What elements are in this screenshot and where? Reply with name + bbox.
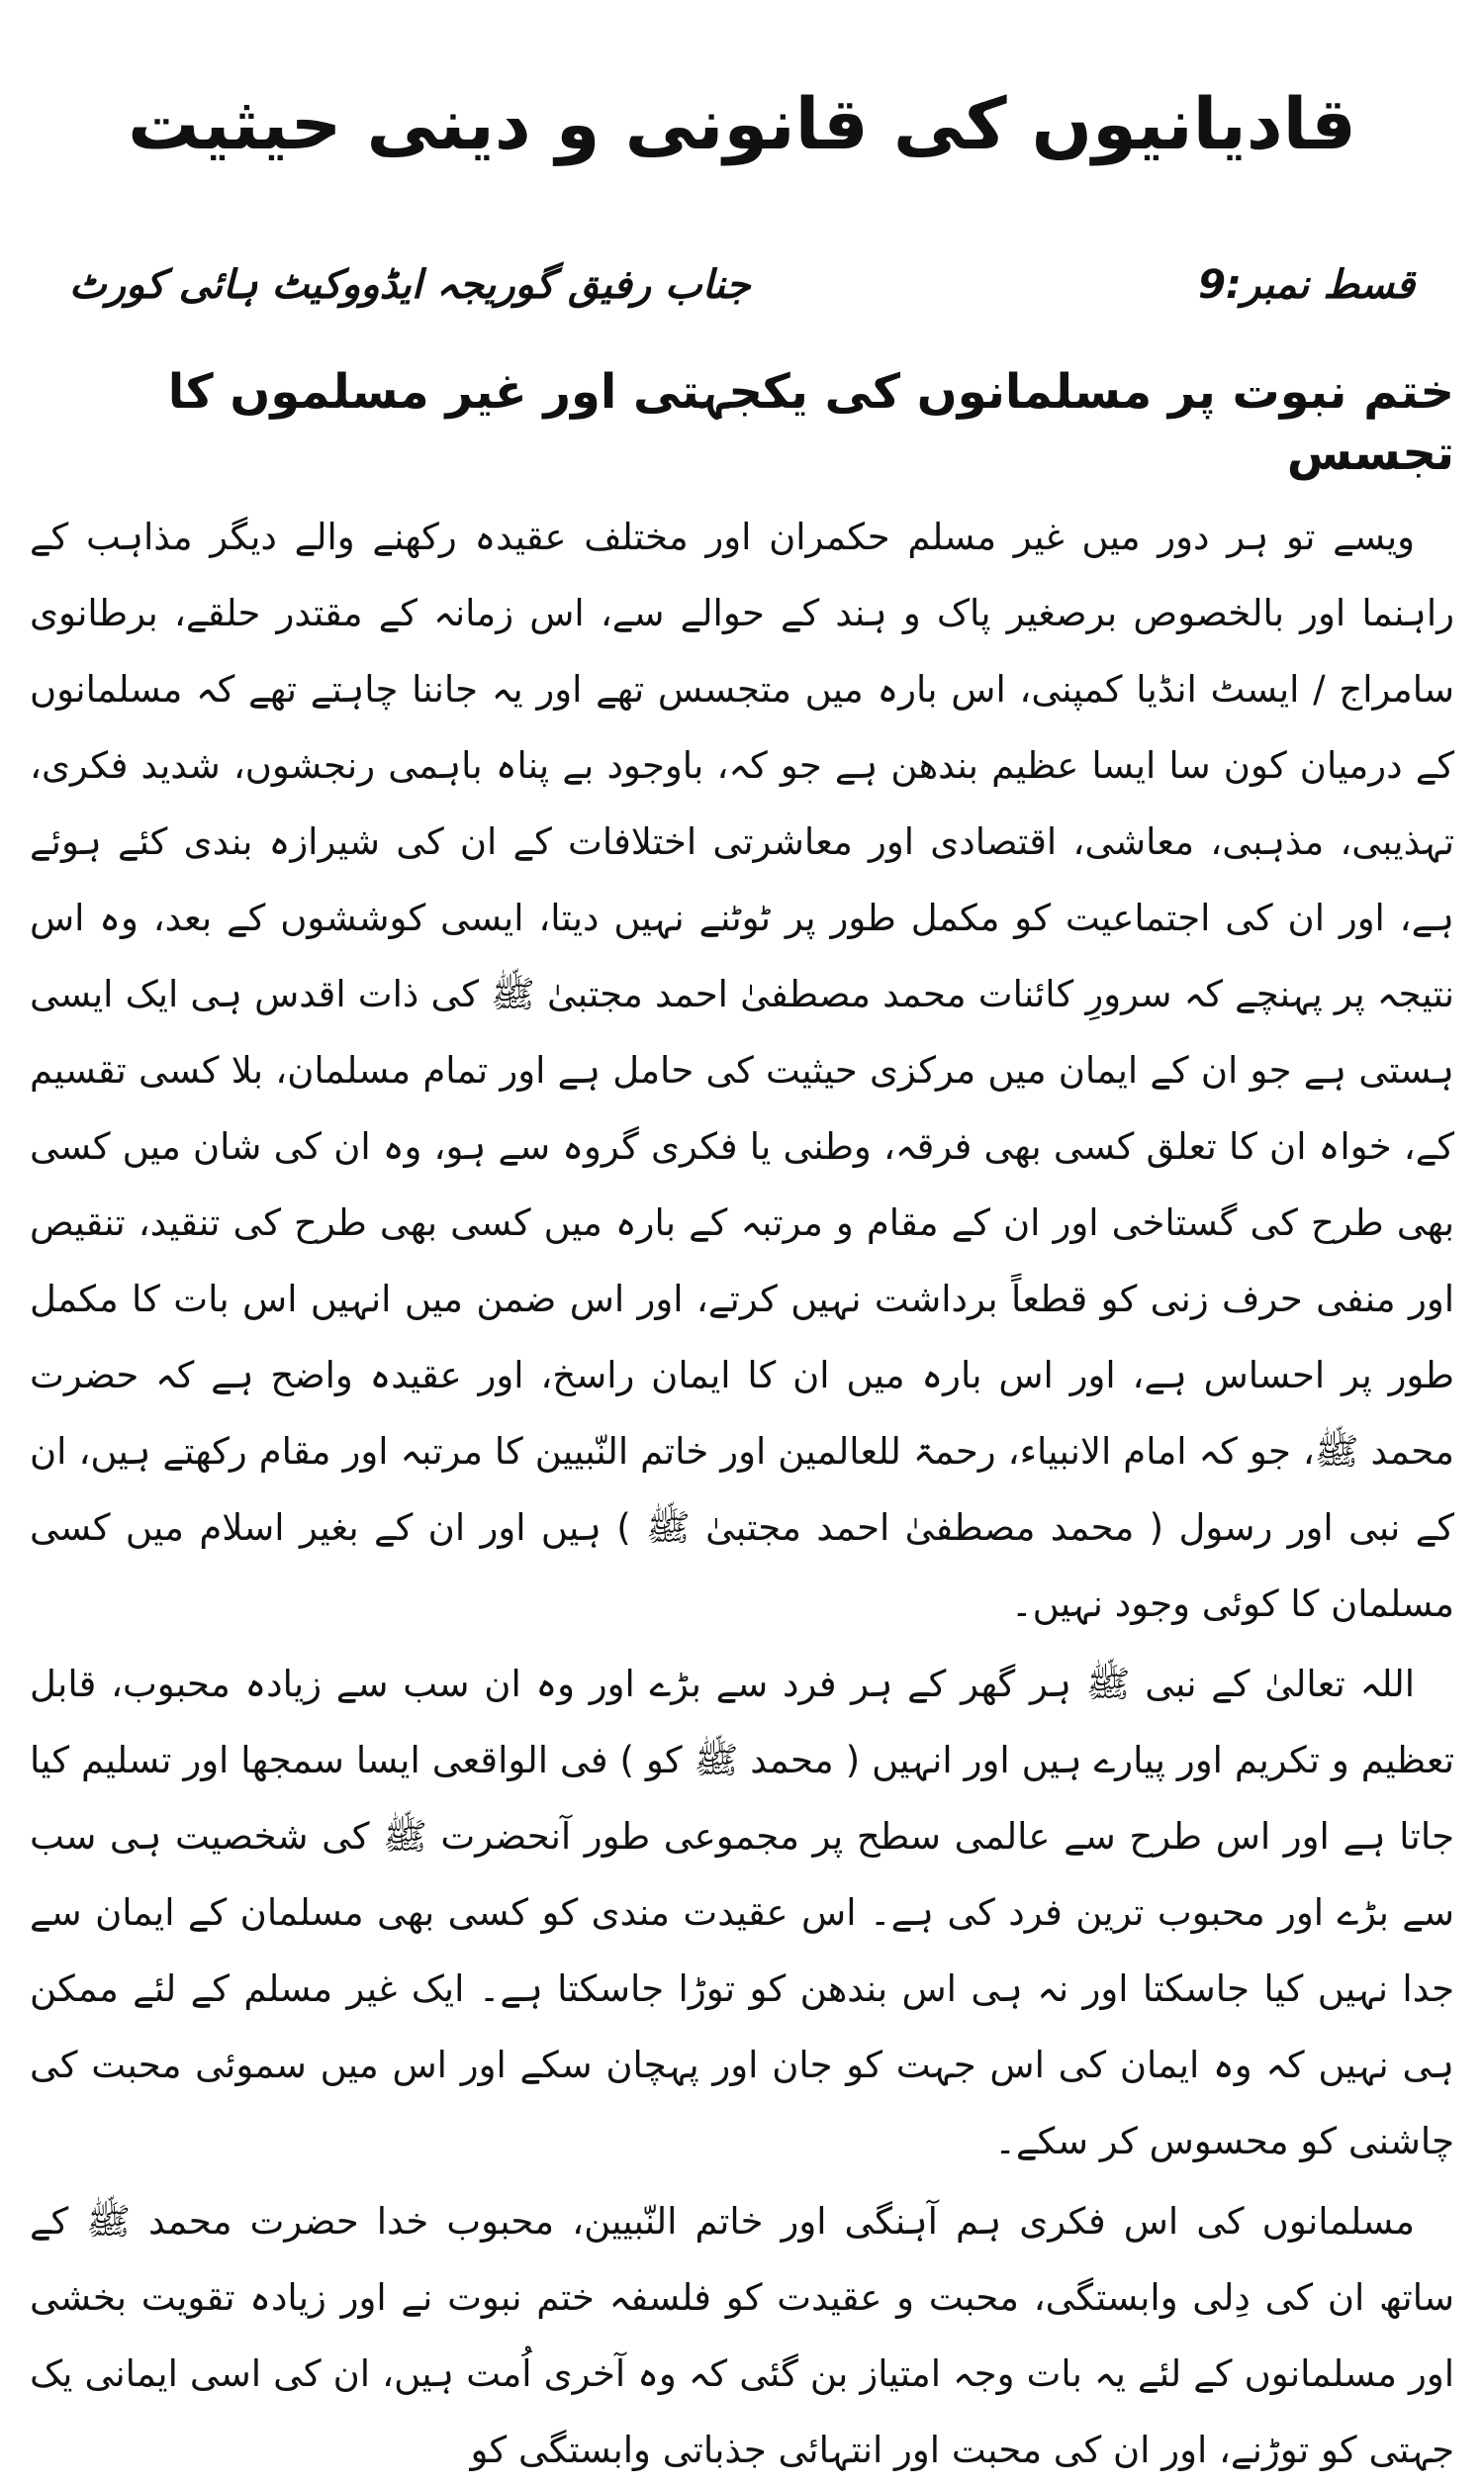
article-title: قادیانیوں کی قانونی و دینی حیثیت bbox=[128, 82, 1356, 165]
paragraph-1: ویسے تو ہر دور میں غیر مسلم حکمران اور مختلف عقیدہ رکھنے والے دیگر مذاہب کے راہنما اور بالخصوص برصغیر پاک و ہند کے حوالے سے، اس زمانہ کے مقتدر حلقے، برطانوی سامراج / ایسٹ انڈیا کمپنی، اس بارہ میں متجسس تھے اور یہ جاننا چاہتے تھے کہ مسلمانوں کے درمیان کون سا ایسا عظیم بندھن ہے جو کہ، باوجود بے پناہ باہمی رنجشوں، شدید فکری، تہذیبی، مذہبی، معاشی، اقتصادی اور معاشرتی اختلافات کے ان کی شیرازہ بندی کئے ہوئے ہے، اور ان کی اجتماعیت کو مکمل طور پر ٹوٹنے نہیں دیتا، ایسی کوششوں کے بعد، وہ اس نتیجہ پر پہنچے کہ سرورِ کائنات محمد مصطفیٰ احمد مجتبیٰ ﷺ کی ذات اقدس ہی ایک ایسی ہستی ہے جو ان کے ایمان میں مرکزی حیثیت کی حامل ہے اور تمام مسلمان، بلا کسی تقسیم کے، خواہ ان کا تعلق کسی بھی فرقہ، وطنی یا فکری گروہ سے ہو، وہ ان کی شان میں کسی بھی طرح کی گستاخی اور ان کے مقام و مرتبہ کے بارہ میں کسی بھی طرح کی تنقید، تنقیص اور منفی حرف زنی کو قطعاً برداشت نہیں کرتے، اور اس ضمن میں انہیں اس بات کا مکمل طور پر احساس ہے، اور اس بارہ میں ان کا ایمان راسخ، اور عقیدہ واضح ہے کہ حضرت محمد ﷺ، جو کہ امام الانبیاء، رحمۃ للعالمین اور خاتم النّبیین کا مرتبہ اور مقام رکھتے ہیں، ان کے نبی اور رسول ( محمد مصطفیٰ احمد مجتبیٰ ﷺ ) ہیں اور ان کے بغیر اسلام میں کسی مسلمان کا کوئی وجود نہیں۔ bbox=[30, 515, 1454, 1625]
paragraph-2: اللہ تعالیٰ کے نبی ﷺ ہر گھر کے ہر فرد سے بڑے اور وہ ان سب سے زیادہ محبوب، قابل تعظیم و تکریم اور پیارے ہیں اور انہیں ( محمد ﷺ کو ) فی الواقعی ایسا سمجھا اور تسلیم کیا جاتا ہے اور اس طرح سے عالمی سطح پر مجموعی طور آنحضرت ﷺ کی شخصیت ہی سب سے بڑے اور محبوب ترین فرد کی ہے۔ اس عقیدت مندی کو کسی بھی مسلمان کے ایمان سے جدا نہیں کیا جاسکتا اور نہ ہی اس بندھن کو توڑا جاسکتا ہے۔ ایک غیر مسلم کے لئے ممکن ہی نہیں کہ وہ ایمان کی اس جہت کو جان اور پہچان سکے اور اس میں سموئی محبت کی چاشنی کو محسوس کر سکے۔ bbox=[30, 1662, 1454, 2162]
paragraph-3: مسلمانوں کی اس فکری ہم آہنگی اور خاتم النّبیین، محبوب خدا حضرت محمد ﷺ کے ساتھ ان کی دِلی وابستگی، محبت و عقیدت کو فلسفہ ختم نبوت نے اور زیادہ تقویت بخشی اور مسلمانوں کے لئے یہ بات وجہ امتیاز بن گئی کہ وہ آخری اُمت ہیں، ان کی اسی ایمانی یک جہتی کو توڑنے، اور ان کی محبت اور انتہائی جذباتی وابستگی کو bbox=[30, 2199, 1454, 2471]
episode-number: قسط نمبر:9 bbox=[1198, 262, 1415, 308]
byline bbox=[30, 262, 1454, 322]
section-subheading: ختم نبوت پر مسلمانوں کی یکجہتی اور غیر مسلموں کا تجسس bbox=[167, 364, 1454, 482]
author-name: جناب رفیق گوریجہ ایڈووکیٹ ہائی کورٹ bbox=[69, 262, 751, 308]
